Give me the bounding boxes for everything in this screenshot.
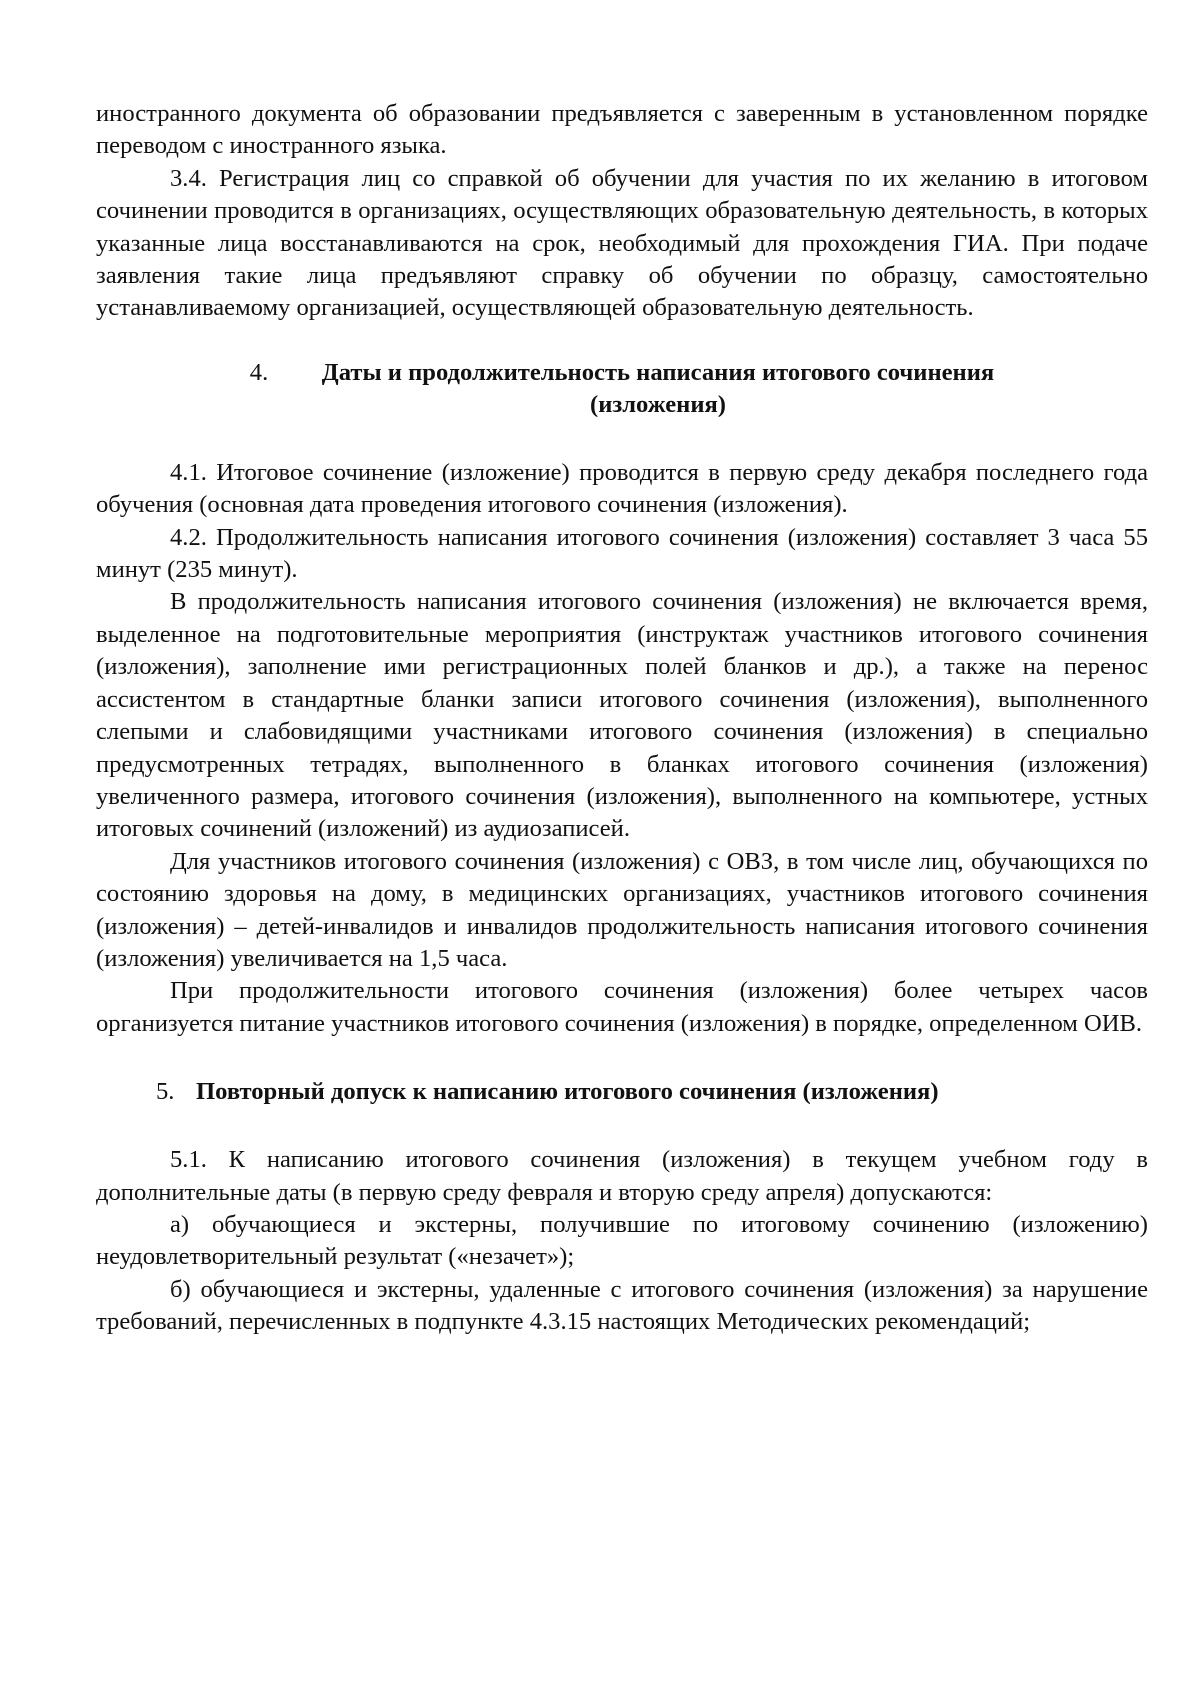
paragraph-4-2: 4.2. Продолжительность написания итогового сочинения (изложения) составляет 3 часа 55 минут (235 минут). — [96, 523, 1148, 584]
list-item-b: б) обучающиеся и экстерны, удаленные с итогового сочинения (изложения) за нарушение требований, перечисленных в подпункте 4.3.15 настоящих Методических рекомендаций; — [96, 1275, 1148, 1336]
paragraph-duration-exclusions: В продолжительность написания итогового сочинения (изложения) не включается время, выделенное на подготовительные мероприятия (инструктаж участников итогового сочинения (изложения), заполнение ими регистрационных полей бланков и др.), а также на перенос ассистентом в стандартные бланки записи итогового сочинения (изложения), выполненного слепыми и слабовидящими участниками итогового сочинения (изложения) в специально предусмотренных тетрадях, выполненного в бланках итогового сочинения (изложения) увеличенного размера, итогового сочинения (изложения), выполненного на компьютере, устных итоговых сочинений (изложений) из аудиозаписей. — [96, 588, 1148, 843]
section-5-heading — [96, 1076, 1148, 1108]
section-4-title-line1 — [96, 357, 1148, 389]
section-4-heading — [96, 357, 1148, 421]
section-4-title-line2: (изложения) — [590, 390, 726, 418]
paragraph-meals: При продолжительности итогового сочинения (изложения) более четырех часов организуется питание участников итогового сочинения (изложения) в порядке, определенном ОИВ. — [96, 977, 1148, 1037]
paragraph-5-1: 5.1. К написанию итогового сочинения (изложения) в текущем учебном году в дополнительные даты (в первую среду февраля и вторую среду апреля) допускаются: — [96, 1146, 1148, 1206]
paragraph-4-1: 4.1. Итоговое сочинение (изложение) проводится в первую среду декабря последнего года обучения (основная дата проведения итогового сочинения (изложения). — [96, 458, 1148, 519]
paragraph-ovz-extension: Для участников итогового сочинения (изложения) с ОВЗ, в том числе лиц, обучающихся по состоянию здоровья на дому, в медицинских организациях, участников итогового сочинения (изложения) – детей-инвалидов и инвалидов продолжительность написания итогового сочинения (изложения) увеличивается на 1,5 часа. — [96, 847, 1148, 972]
section-5-number: 5. — [156, 1078, 175, 1106]
paragraph-3-4: 3.4. Регистрация лиц со справкой об обучении для участия по их желанию в итоговом сочинении проводится в организациях, осуществляющих образовательную деятельность, в которых указанные лица восстанавливаются на срок, необходимый для прохождения ГИА. При подаче заявления такие лица предъявляют справку об обучении по образцу, самостоятельно устанавливаемому организацией, осуществляющей образовательную деятельность. — [96, 164, 1148, 322]
list-item-a: а) обучающиеся и экстерны, получившие по итоговому сочинению (изложению) неудовлетворительный результат («незачет»); — [96, 1210, 1148, 1271]
section-4-number: 4. — [249, 358, 269, 386]
section-4-title-text: Даты и продолжительность написания итогового сочинения — [321, 358, 995, 386]
section-5-title-text: Повторный допуск к написанию итогового сочинения (изложения) — [196, 1078, 939, 1106]
paragraph-continuation: иностранного документа об образовании предъявляется с заверенным в установленном порядке переводом с иностранного языка. — [96, 100, 1148, 160]
